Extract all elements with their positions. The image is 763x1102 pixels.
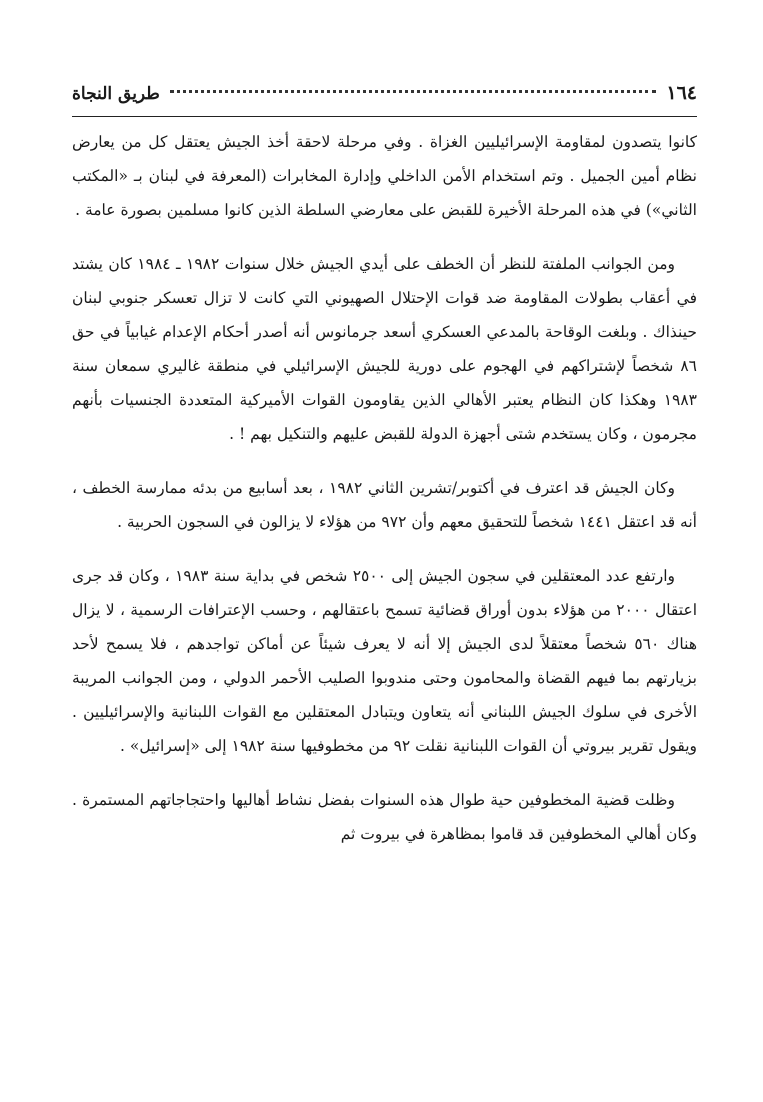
paragraph: وارتفع عدد المعتقلين في سجون الجيش إلى ٢٥٠٠ شخص في بداية سنة ١٩٨٣ ، وكان قد جرى اعتقال ٢٠٠٠ من هؤلاء بدون أوراق قضائية تسمح باعتقالهم ، وحسب الإعترافات الرسمية ، لا يزال هناك ٥٦٠ شخصاً معتقلاً لدى الجيش إلا أنه لا يعرف شيئاً عن أماكن تواجدهم ، فلا يسمح لأحد بزيارتهم بما فيهم القضاة والمحامون وحتى مندوبوا الصليب الأحمر الدولي ، ومن الجوانب المريبة الأخرى في سلوك الجيش اللبناني أنه يتعاون ويتبادل المعتقلين مع القوات اللبنانية والإسرائيليين . ويقول تقرير بيروتي أن القوات اللبنانية نقلت ٩٢ من مخطوفيها سنة ١٩٨٢ إلى «إسرائيل» . bbox=[72, 567, 698, 755]
running-header bbox=[72, 82, 697, 117]
paragraph: كانوا يتصدون لمقاومة الإسرائيليين الغزاة . وفي مرحلة لاحقة أخذ الجيش يعتقل كل من يعارض نظام أمين الجميل . وتم استخدام الأمن الداخلي وإدارة المخابرات (المعرفة في لبنان بـ «المكتب الثاني») في هذه المرحلة الأخيرة للقبض على معارضي السلطة الذين كانوا مسلمين بصورة عامة . bbox=[72, 133, 697, 219]
page-number: ١٦٤ bbox=[666, 82, 697, 104]
paragraph: ومن الجوانب الملفتة للنظر أن الخطف على أيدي الجيش خلال سنوات ١٩٨٢ ـ ١٩٨٤ كان يشتد في أعقاب بطولات المقاومة ضد قوات الإحتلال الصهيوني التي كانت لا تزال تعسكر جنوبي لبنان حينذاك . وبلغت الوقاحة بالمدعي العسكري أسعد جرمانوس أنه أصدر أحكام الإعدام غيابياً في حق ٨٦ شخصاً لإشتراكهم في الهجوم على دورية للجيش الإسرائيلي في منطقة غاليري سمعان سنة ١٩٨٣ وهكذا كان النظام يعتبر الأهالي الذين يقاومون القوات الأميركية المتعددة الجنسيات بأنهم مجرمون ، وكان يستخدم شتى أجهزة الدولة للقبض عليهم والتنكيل بهم ! . bbox=[72, 255, 697, 443]
running-title: طريق النجاة bbox=[72, 84, 160, 104]
dotted-leader bbox=[170, 90, 657, 93]
paragraph: وكان الجيش قد اعترف في أكتوبر/تشرين الثاني ١٩٨٢ ، بعد أسابيع من بدئه ممارسة الخطف ، أنه قد اعتقل ١٤٤١ شخصاً للتحقيق معهم وأن ٩٧٢ من هؤلاء لا يزالون في السجون الحربية . bbox=[72, 479, 697, 531]
body-text bbox=[72, 125, 697, 851]
paragraph: وظلت قضية المخطوفين حية طوال هذه السنوات بفضل نشاط أهاليها واحتجاجاتهم المستمرة . وكان أهالي المخطوفين قد قاموا بمظاهرة في بيروت ثم bbox=[72, 791, 697, 843]
